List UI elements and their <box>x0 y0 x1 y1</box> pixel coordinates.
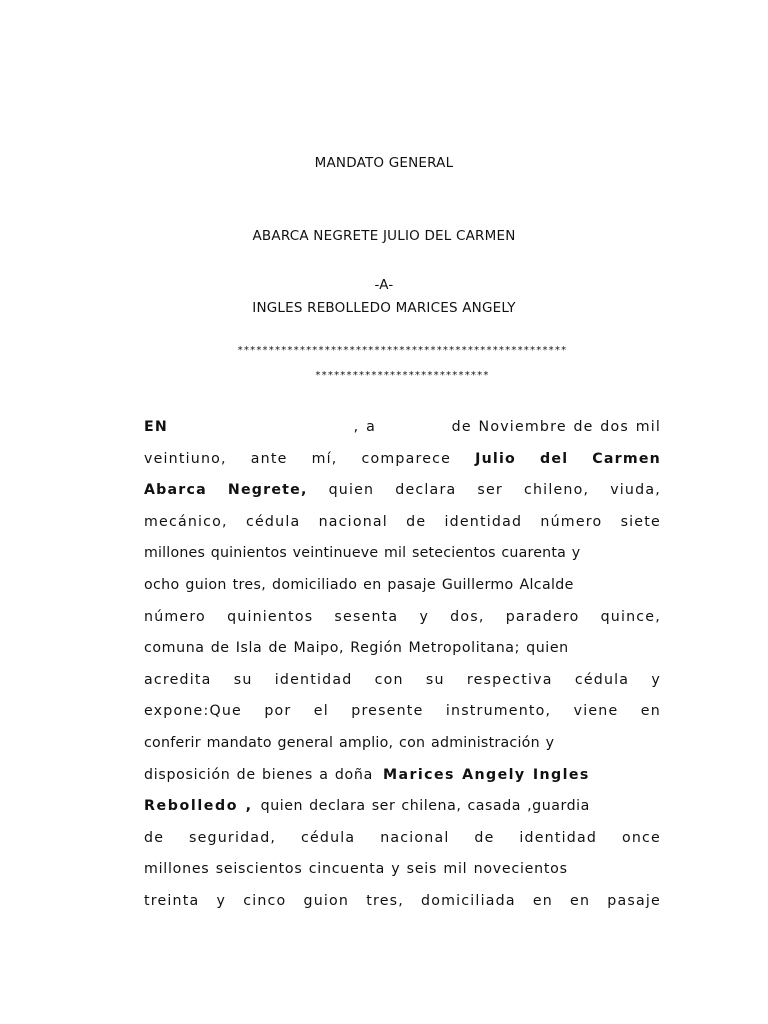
body-word: número <box>540 513 603 530</box>
body-word: quinientos <box>227 608 314 625</box>
body-word: Julio <box>475 450 516 467</box>
body-word: en <box>570 892 591 909</box>
body-word: , a <box>353 419 376 435</box>
body-word: nacional <box>318 513 388 530</box>
body-word: chileno, <box>523 482 590 499</box>
body-line <box>144 728 661 760</box>
body-word: y <box>651 671 661 688</box>
body-word: mecánico, <box>144 513 228 530</box>
body-line <box>144 696 661 728</box>
body-word: seguridad, <box>189 829 277 846</box>
body-word: y <box>216 892 227 909</box>
body-line <box>144 823 661 855</box>
body-word: de <box>144 829 165 846</box>
body-line <box>144 570 661 602</box>
body-word: Marices Angely Ingles <box>383 766 590 783</box>
body-word: del <box>540 450 569 467</box>
connector-text: -A- <box>374 277 394 293</box>
body-word: cinco <box>243 892 287 909</box>
body-word: Carmen <box>592 450 661 467</box>
body-word: comparece <box>361 450 452 467</box>
body-word: tres, <box>366 892 404 909</box>
body-word: en <box>640 703 661 720</box>
body-word: declara <box>395 482 457 499</box>
body-word: EN <box>144 419 168 435</box>
body-word: el <box>313 703 329 720</box>
body-word: ser <box>477 482 503 499</box>
body-line <box>144 602 661 634</box>
body-word: paradero <box>505 608 580 625</box>
body-line <box>144 475 661 507</box>
body-word: siete <box>620 513 661 530</box>
separator-line-2: **************************** <box>314 370 490 381</box>
body-line-text: comuna de Isla de Maipo, Región Metropolitana; quien <box>144 640 569 657</box>
body-word: pasaje <box>607 892 661 909</box>
body-line <box>144 633 661 665</box>
body-word: respectiva <box>466 671 553 688</box>
body-line <box>144 854 661 886</box>
body-word: cédula <box>574 671 630 688</box>
body-line-text: ocho guion tres, domiciliado en pasaje Guillermo Alcalde <box>144 576 574 593</box>
body-word: de <box>474 829 495 846</box>
body-word: quien <box>328 482 375 499</box>
body-word: expone:Que <box>144 703 242 720</box>
document-title: MANDATO GENERAL <box>314 155 454 171</box>
body-word: nacional <box>380 829 450 846</box>
body-word: Abarca <box>144 482 207 499</box>
body-line <box>144 886 661 918</box>
body-word: domiciliada <box>421 892 516 909</box>
body-word: identidad <box>274 671 353 688</box>
body-line <box>144 412 661 444</box>
body-word: viuda, <box>610 482 661 499</box>
body-word: ante <box>250 450 288 467</box>
body-word: y <box>419 608 430 625</box>
body-word: quince, <box>600 608 661 625</box>
body-word: identidad <box>444 513 523 530</box>
body-word: de <box>406 513 427 530</box>
body-word: once <box>621 829 661 846</box>
body-word: veintiuno, <box>144 450 227 467</box>
body-line-text: conferir mandato general amplio, con administración y <box>144 734 555 751</box>
body-word: disposición de bienes a doña <box>144 766 373 783</box>
body-word: número <box>144 608 206 625</box>
body-word: Rebolledo , <box>144 798 253 815</box>
body-word: en <box>532 892 553 909</box>
body-word: su <box>425 671 445 688</box>
body-word: dos, <box>450 608 485 625</box>
body-paragraph <box>144 412 661 918</box>
body-line <box>144 791 661 823</box>
body-word: quien declara ser chilena, casada ,guardia <box>260 798 590 815</box>
body-line <box>144 538 661 570</box>
body-word: instrumento, <box>445 703 552 720</box>
body-word: su <box>233 671 253 688</box>
body-word: cédula <box>300 829 356 846</box>
party-to: INGLES REBOLLEDO MARICES ANGELY <box>252 300 516 316</box>
body-word: identidad <box>519 829 598 846</box>
body-word: guion <box>303 892 350 909</box>
body-line <box>144 760 661 792</box>
body-line <box>144 665 661 697</box>
body-word: presente <box>351 703 424 720</box>
body-word: Negrete, <box>227 482 308 499</box>
body-word: de Noviembre de dos mil <box>451 419 661 435</box>
body-word: treinta <box>144 892 200 909</box>
body-word: por <box>264 703 292 720</box>
body-word: con <box>374 671 404 688</box>
party-from: ABARCA NEGRETE JULIO DEL CARMEN <box>252 228 516 244</box>
body-line-text: millones seiscientos cincuenta y seis mil novecientos <box>144 861 568 878</box>
body-word: sesenta <box>334 608 399 625</box>
separator-line-1: ***************************************************** <box>237 345 567 356</box>
body-word: cédula <box>246 513 301 530</box>
body-word: mí, <box>311 450 338 467</box>
body-word: acredita <box>144 671 212 688</box>
body-word: viene <box>573 703 619 720</box>
body-line <box>144 444 661 476</box>
body-line-text: millones quinientos veintinueve mil setecientos cuarenta y <box>144 545 581 562</box>
body-line <box>144 507 661 539</box>
